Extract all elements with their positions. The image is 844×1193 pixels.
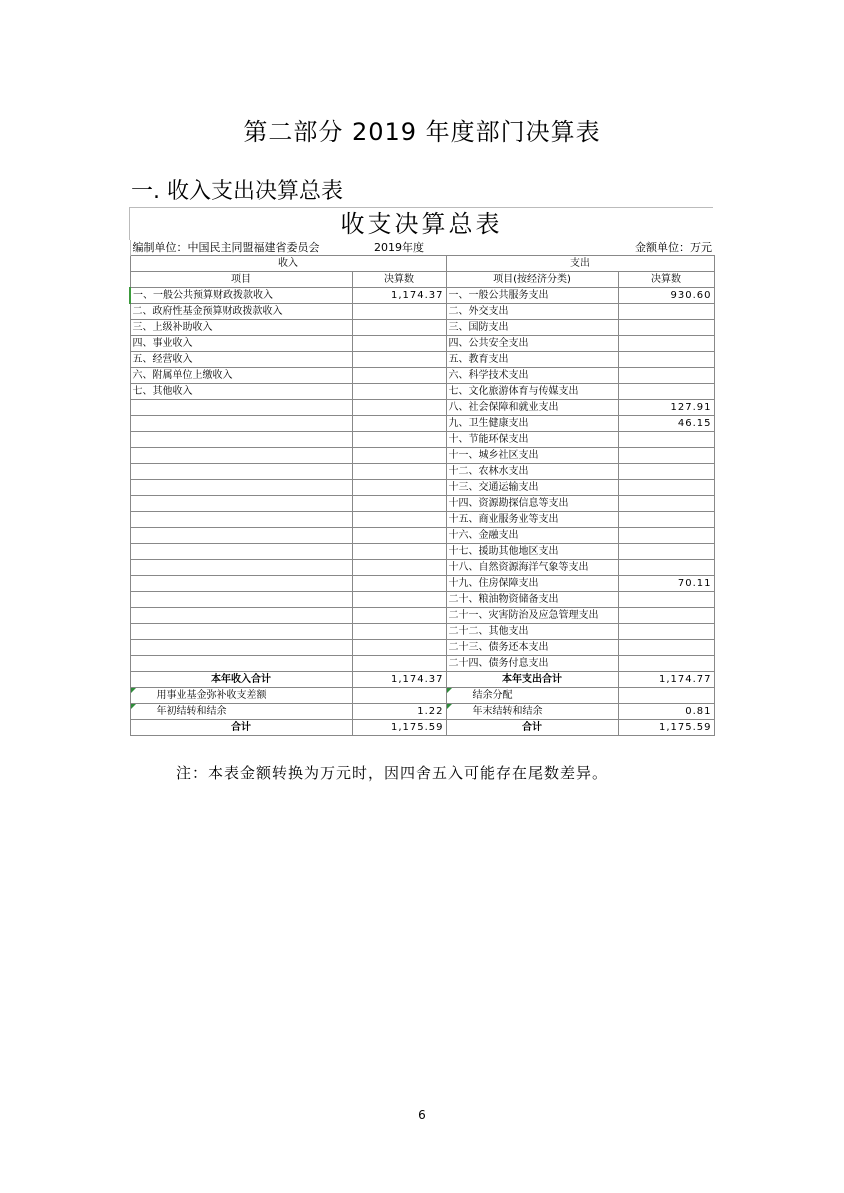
income-item bbox=[130, 400, 352, 416]
expense-item: 二十三、债务还本支出 bbox=[446, 640, 618, 656]
expense-amount: 46.15 bbox=[618, 416, 714, 432]
table-row bbox=[130, 400, 714, 416]
expense-item: 二十一、灾害防治及应急管理支出 bbox=[446, 608, 618, 624]
table-row bbox=[130, 544, 714, 560]
expense-amount bbox=[618, 384, 714, 400]
table-row bbox=[130, 608, 714, 624]
col-header-amount-exp: 决算数 bbox=[618, 272, 714, 288]
income-item bbox=[130, 640, 352, 656]
expense-item: 十九、住房保障支出 bbox=[446, 576, 618, 592]
col-header-item-exp: 项目(按经济分类) bbox=[446, 272, 618, 288]
income-amount bbox=[352, 432, 446, 448]
income-item bbox=[130, 608, 352, 624]
income-item bbox=[130, 544, 352, 560]
table-row bbox=[130, 416, 714, 432]
total-row bbox=[130, 672, 714, 688]
end-balance-label: 年末结转和结余 bbox=[446, 704, 618, 720]
table-row bbox=[130, 624, 714, 640]
surplus-distribution-value bbox=[618, 688, 714, 704]
income-item bbox=[130, 528, 352, 544]
income-amount bbox=[352, 368, 446, 384]
expense-item: 二十、粮油物资储备支出 bbox=[446, 592, 618, 608]
table-row bbox=[130, 336, 714, 352]
total-expense-label: 本年支出合计 bbox=[446, 672, 618, 688]
income-item: 三、上级补助收入 bbox=[130, 320, 352, 336]
income-item bbox=[130, 560, 352, 576]
total-income-label: 本年收入合计 bbox=[130, 672, 352, 688]
page-number: 6 bbox=[418, 1108, 426, 1122]
expense-amount bbox=[618, 464, 714, 480]
expense-amount bbox=[618, 592, 714, 608]
income-item bbox=[130, 576, 352, 592]
income-item bbox=[130, 416, 352, 432]
grand-total-income-value: 1,175.59 bbox=[352, 720, 446, 736]
total-income-value: 1,174.37 bbox=[352, 672, 446, 688]
income-item: 六、附属单位上缴收入 bbox=[130, 368, 352, 384]
income-amount bbox=[352, 352, 446, 368]
page-title: 第二部分 2019 年度部门决算表 bbox=[243, 118, 601, 146]
expense-amount bbox=[618, 368, 714, 384]
grand-total-expense-value: 1,175.59 bbox=[618, 720, 714, 736]
expense-item: 十六、金融支出 bbox=[446, 528, 618, 544]
begin-balance-value: 1.22 bbox=[352, 704, 446, 720]
expense-item: 三、国防支出 bbox=[446, 320, 618, 336]
table-row bbox=[130, 496, 714, 512]
expense-item: 十四、资源勘探信息等支出 bbox=[446, 496, 618, 512]
income-item: 七、其他收入 bbox=[130, 384, 352, 400]
expense-amount bbox=[618, 608, 714, 624]
expense-item: 十八、自然资源海洋气象等支出 bbox=[446, 560, 618, 576]
table-meta-row bbox=[130, 240, 714, 256]
expense-item: 八、社会保障和就业支出 bbox=[446, 400, 618, 416]
income-amount bbox=[352, 464, 446, 480]
income-amount bbox=[352, 608, 446, 624]
income-amount bbox=[352, 528, 446, 544]
income-item: 二、政府性基金预算财政拨款收入 bbox=[130, 304, 352, 320]
total-expense-value: 1,174.77 bbox=[618, 672, 714, 688]
grand-total-row bbox=[130, 720, 714, 736]
income-amount bbox=[352, 544, 446, 560]
income-item bbox=[130, 624, 352, 640]
expense-item: 六、科学技术支出 bbox=[446, 368, 618, 384]
table-row bbox=[130, 560, 714, 576]
table-row bbox=[130, 384, 714, 400]
expense-amount bbox=[618, 640, 714, 656]
summary-table bbox=[129, 240, 715, 736]
table-row bbox=[130, 464, 714, 480]
expense-item: 十二、农林水支出 bbox=[446, 464, 618, 480]
income-amount bbox=[352, 624, 446, 640]
table-row bbox=[130, 432, 714, 448]
income-item: 四、事业收入 bbox=[130, 336, 352, 352]
expense-amount bbox=[618, 352, 714, 368]
income-amount bbox=[352, 336, 446, 352]
expense-item: 七、文化旅游体育与传媒支出 bbox=[446, 384, 618, 400]
expense-header: 支出 bbox=[446, 256, 714, 272]
expense-amount bbox=[618, 656, 714, 672]
table-row bbox=[130, 528, 714, 544]
table-row bbox=[130, 304, 714, 320]
income-amount bbox=[352, 640, 446, 656]
income-amount bbox=[352, 656, 446, 672]
expense-item: 九、卫生健康支出 bbox=[446, 416, 618, 432]
income-item bbox=[130, 464, 352, 480]
expense-item: 十三、交通运输支出 bbox=[446, 480, 618, 496]
table-row bbox=[130, 576, 714, 592]
income-amount: 1,174.37 bbox=[352, 288, 446, 304]
column-header-row bbox=[130, 272, 714, 288]
expense-amount bbox=[618, 496, 714, 512]
expense-amount bbox=[618, 320, 714, 336]
income-header: 收入 bbox=[130, 256, 446, 272]
table-row bbox=[130, 368, 714, 384]
income-item bbox=[130, 496, 352, 512]
summary-table-block bbox=[129, 207, 713, 736]
income-amount bbox=[352, 416, 446, 432]
expense-amount bbox=[618, 336, 714, 352]
expense-item: 五、教育支出 bbox=[446, 352, 618, 368]
table-row bbox=[130, 352, 714, 368]
table-row bbox=[130, 448, 714, 464]
expense-item: 二、外交支出 bbox=[446, 304, 618, 320]
income-item bbox=[130, 656, 352, 672]
income-amount bbox=[352, 576, 446, 592]
make-up-label: 用事业基金弥补收支差额 bbox=[130, 688, 352, 704]
income-item: 五、经营收入 bbox=[130, 352, 352, 368]
adjustment-row bbox=[130, 688, 714, 704]
income-item bbox=[130, 512, 352, 528]
income-amount bbox=[352, 384, 446, 400]
expense-amount bbox=[618, 448, 714, 464]
grand-total-income-label: 合计 bbox=[130, 720, 352, 736]
income-item bbox=[130, 448, 352, 464]
expense-item: 二十二、其他支出 bbox=[446, 624, 618, 640]
table-row bbox=[130, 320, 714, 336]
expense-item: 二十四、债务付息支出 bbox=[446, 656, 618, 672]
end-balance-value: 0.81 bbox=[618, 704, 714, 720]
group-header-row bbox=[130, 256, 714, 272]
compiling-unit: 编制单位：中国民主同盟福建省委员会 bbox=[130, 240, 352, 256]
income-amount bbox=[352, 560, 446, 576]
income-item: 一、一般公共预算财政拨款收入 bbox=[130, 288, 352, 304]
col-header-amount: 决算数 bbox=[352, 272, 446, 288]
expense-amount: 930.60 bbox=[618, 288, 714, 304]
income-amount bbox=[352, 400, 446, 416]
table-row bbox=[130, 512, 714, 528]
expense-amount bbox=[618, 560, 714, 576]
table-row bbox=[130, 592, 714, 608]
income-amount bbox=[352, 496, 446, 512]
expense-amount bbox=[618, 512, 714, 528]
expense-item: 一、一般公共服务支出 bbox=[446, 288, 618, 304]
amount-unit: 金额单位：万元 bbox=[635, 241, 712, 254]
grand-total-expense-label: 合计 bbox=[446, 720, 618, 736]
expense-amount bbox=[618, 304, 714, 320]
section-heading: 一. 收入支出决算总表 bbox=[131, 179, 343, 204]
expense-amount bbox=[618, 544, 714, 560]
footnote: 注：本表金额转换为万元时，因四舍五入可能存在尾数差异。 bbox=[176, 764, 609, 782]
income-amount bbox=[352, 448, 446, 464]
income-item bbox=[130, 480, 352, 496]
income-item bbox=[130, 432, 352, 448]
table-row bbox=[130, 640, 714, 656]
expense-amount bbox=[618, 480, 714, 496]
begin-balance-label: 年初结转和结余 bbox=[130, 704, 352, 720]
income-amount bbox=[352, 512, 446, 528]
expense-item: 十一、城乡社区支出 bbox=[446, 448, 618, 464]
income-amount bbox=[352, 592, 446, 608]
table-title: 收支决算总表 bbox=[129, 207, 713, 240]
income-amount bbox=[352, 480, 446, 496]
expense-amount bbox=[618, 528, 714, 544]
income-amount bbox=[352, 304, 446, 320]
income-item bbox=[130, 592, 352, 608]
income-amount bbox=[352, 320, 446, 336]
table-row bbox=[130, 288, 714, 304]
table-row bbox=[130, 480, 714, 496]
col-header-item: 项目 bbox=[130, 272, 352, 288]
make-up-value bbox=[352, 688, 446, 704]
expense-item: 四、公共安全支出 bbox=[446, 336, 618, 352]
expense-amount: 127.91 bbox=[618, 400, 714, 416]
balance-row bbox=[130, 704, 714, 720]
expense-amount: 70.11 bbox=[618, 576, 714, 592]
fiscal-year: 2019年度 bbox=[374, 241, 424, 254]
expense-item: 十七、援助其他地区支出 bbox=[446, 544, 618, 560]
expense-amount bbox=[618, 432, 714, 448]
expense-item: 十五、商业服务业等支出 bbox=[446, 512, 618, 528]
table-row bbox=[130, 656, 714, 672]
surplus-distribution-label: 结余分配 bbox=[446, 688, 618, 704]
expense-amount bbox=[618, 624, 714, 640]
expense-item: 十、节能环保支出 bbox=[446, 432, 618, 448]
